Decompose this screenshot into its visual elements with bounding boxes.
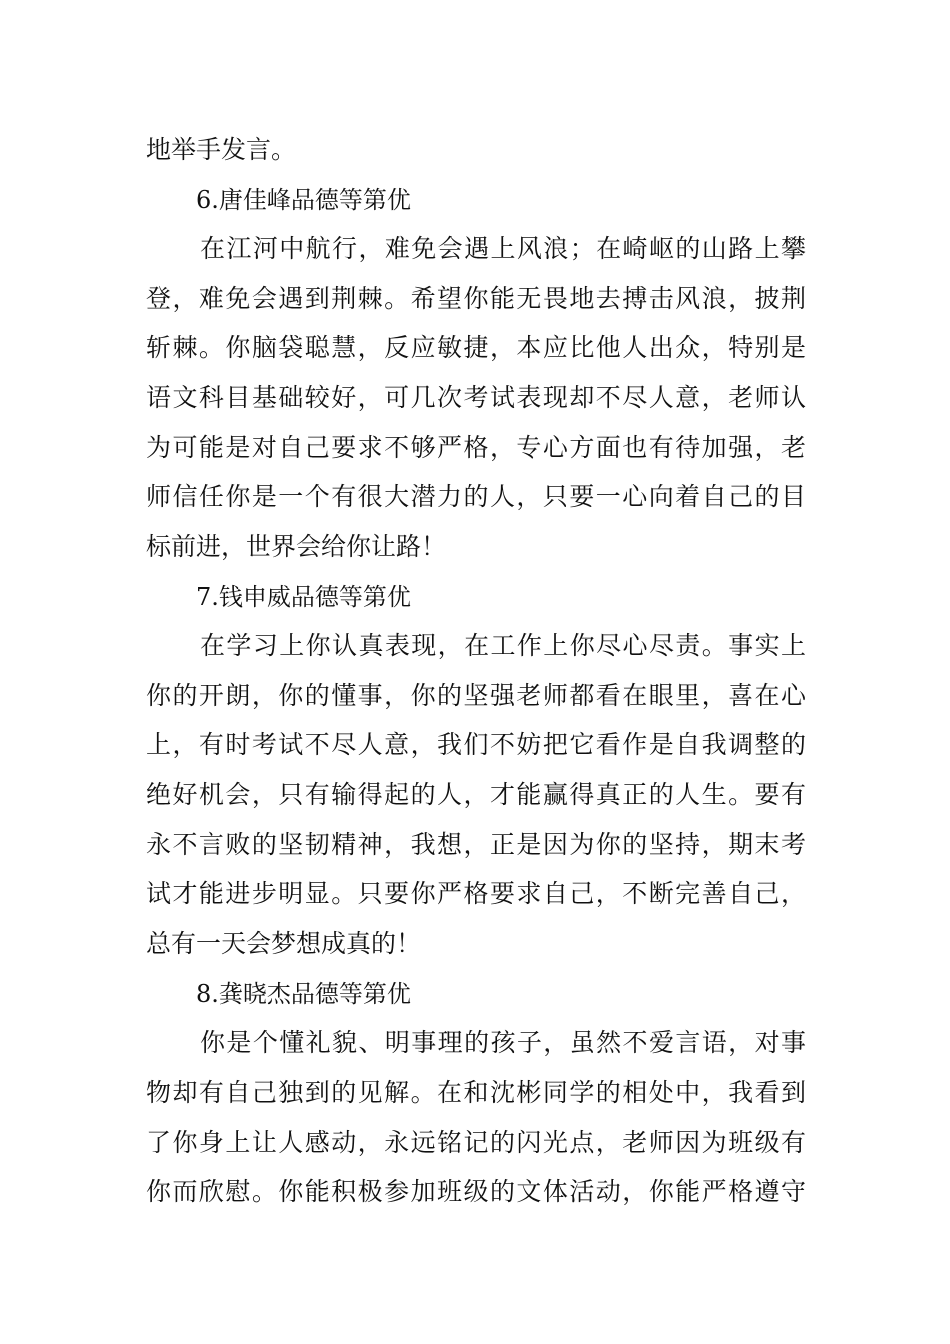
paragraph-first-line: 在学习上你认真表现，在工作上你尽心尽责。事实上 <box>200 631 806 660</box>
text-line: 了你身上让人感动，永远铭记的闪光点，老师因为班级有 <box>146 1128 806 1157</box>
text-line: 你而欣慰。你能积极参加班级的文体活动，你能严格遵守 <box>146 1177 806 1206</box>
text-line: 师信任你是一个有很大潜力的人，只要一心向着自己的目 <box>146 482 806 511</box>
student-heading: 7.钱申威品德等第优 <box>196 583 411 611</box>
text-line: 永不言败的坚韧精神，我想，正是因为你的坚持，期末考 <box>146 830 806 859</box>
text-line: 标前进，世界会给你让路！ <box>146 532 447 561</box>
text-line: 你的开朗，你的懂事，你的坚强老师都看在眼里，喜在心 <box>146 681 806 710</box>
text-line: 登，难免会遇到荆棘。希望你能无畏地去搏击风浪，披荆 <box>146 284 806 313</box>
text-line: 地举手发言。 <box>146 135 297 164</box>
paragraph-first-line: 在江河中航行，难免会遇上风浪；在崎岖的山路上攀 <box>200 234 806 263</box>
text-line: 语文科目基础较好，可几次考试表现却不尽人意，老师认 <box>146 383 806 412</box>
text-line: 为可能是对自己要求不够严格，专心方面也有待加强，老 <box>146 433 806 462</box>
text-line: 绝好机会，只有输得起的人，才能赢得真正的人生。要有 <box>146 780 806 809</box>
student-heading: 6.唐佳峰品德等第优 <box>196 186 411 214</box>
text-line: 试才能进步明显。只要你严格要求自己，不断完善自己， <box>146 879 806 908</box>
text-line: 上，有时考试不尽人意，我们不妨把它看作是自我调整的 <box>146 730 806 759</box>
text-line: 斩棘。你脑袋聪慧，反应敏捷，本应比他人出众，特别是 <box>146 333 806 362</box>
text-line: 总有一天会梦想成真的！ <box>146 929 422 958</box>
paragraph-first-line: 你是个懂礼貌、明事理的孩子，虽然不爱言语，对事 <box>200 1028 806 1057</box>
student-heading: 8.龚晓杰品德等第优 <box>196 980 411 1008</box>
text-line: 物却有自己独到的见解。在和沈彬同学的相处中，我看到 <box>146 1078 806 1107</box>
